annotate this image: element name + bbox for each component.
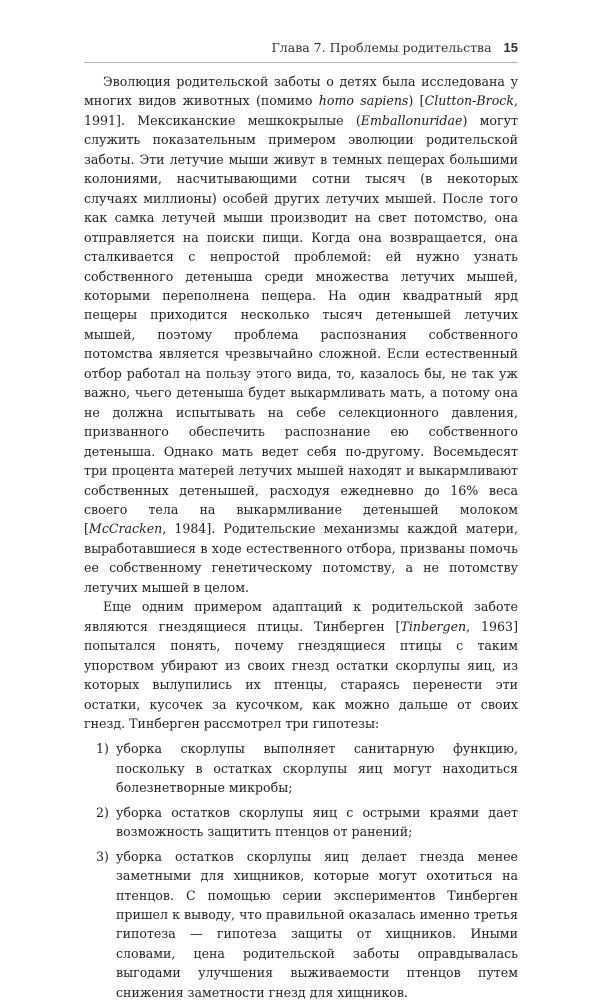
- text-run: , 1963] попытался понять, почему гнездящиеся птицы с таким упорством убирают из своих гнезд остатки скорлупы яиц, из которых вылупились их птенцы, стараясь перенести эти остатки, кусочек за кусочком, как можно дальше от своих гнезд. Тинберген рассмотрел три гипотезы:: [84, 618, 518, 731]
- italic-term: homo sapiens: [318, 93, 409, 109]
- header-rule: [84, 62, 518, 63]
- hypotheses-list: [84, 739, 518, 1002]
- text-run: ) [: [408, 93, 425, 109]
- paragraph-bats: [84, 72, 518, 597]
- running-header: [272, 40, 518, 55]
- list-item: [84, 803, 518, 842]
- text-run: Еще одним примером адаптаций к родительской заботе являются гнездящиеся птицы. Тинберген [: [84, 599, 518, 634]
- citation-author: Tinbergen: [400, 618, 467, 634]
- list-item-text: уборка остатков скорлупы яиц с острыми краями дает возможность защитить птенцов от ранений;: [116, 804, 518, 840]
- text-run: Эволюция родительской заботы о детях была исследована у многих видов животных (помимо: [84, 74, 518, 109]
- chapter-title: Глава 7. Проблемы родительства: [271, 40, 492, 55]
- text-run: , 1984]. Родительские механизмы каждой матери, выработавшиеся в ходе естественного отбора, призваны помочь ее собственному генетическому потомству, а не потомству летучих мышей в целом.: [84, 521, 518, 595]
- list-item-text: уборка остатков скорлупы яиц делает гнезда менее заметными для хищников, которые могут охотиться на птенцов. С помощью серии экспериментов Тинберген пришел к выводу, что правильной оказалась именно третья гипотеза — гипотеза защиты от хищников. Иными словами, цена родительской заботы оправдывалась выгодами улучшения выживаемости птенцов путем снижения заметности гнезд для хищников.: [116, 848, 518, 1000]
- list-item-text: уборка скорлупы выполняет санитарную функцию, поскольку в остатках скорлупы яиц могут находиться болезнетворные микробы;: [116, 741, 518, 796]
- list-marker: 1): [96, 741, 109, 757]
- list-item: [84, 739, 518, 797]
- list-marker: 3): [96, 848, 109, 864]
- list-marker: 2): [96, 804, 109, 820]
- text-run: ) могут служить показательным примером эволюции родительской заботы. Эти летучие мыши живут в темных пещерах большими колониями, насчитывающими сотни тысяч (в некоторых случаях миллионы) особей других летучих мышей. После того как самка летучей мыши производит на свет потомство, она отправляется на поиски пищи. Когда она возвращается, она сталкивается с непростой проблемой: ей нужно узнать собственного детеныша среди множества летучих мышей, которыми переполнена пещера. На один квадратный ярд пещеры приходится несколько тысяч детенышей летучих мышей, поэтому проблема распознания собственного потомства является чрезвычайно сложной. Если естественный отбор работал на пользу этого вида, то, казалось бы, не так уж важно, чьего детеныша будет выкармливать мать, а потому она не должна испытывать на себе селекционного давления, призванного обеспечить распознание ею собственного детеныша. Однако мать ведет себя по-другому. Восемьдесят три процента матерей летучих мышей находят и выкармливают собственных детенышей, расходуя ежедневно до 16% веса своего тела на выкармливание детенышей молоком [: [84, 112, 518, 537]
- page-number: 15: [503, 40, 518, 55]
- text-run: , 1991]. Мексиканские мешкокрылые (: [84, 93, 518, 128]
- citation-author: McCracken: [88, 521, 163, 537]
- citation-author: Clutton-Brock: [424, 93, 514, 109]
- body-text: [84, 72, 518, 1007]
- list-item: [84, 847, 518, 1003]
- paragraph-birds: [84, 597, 518, 733]
- italic-term: Emballonuridae: [360, 112, 463, 128]
